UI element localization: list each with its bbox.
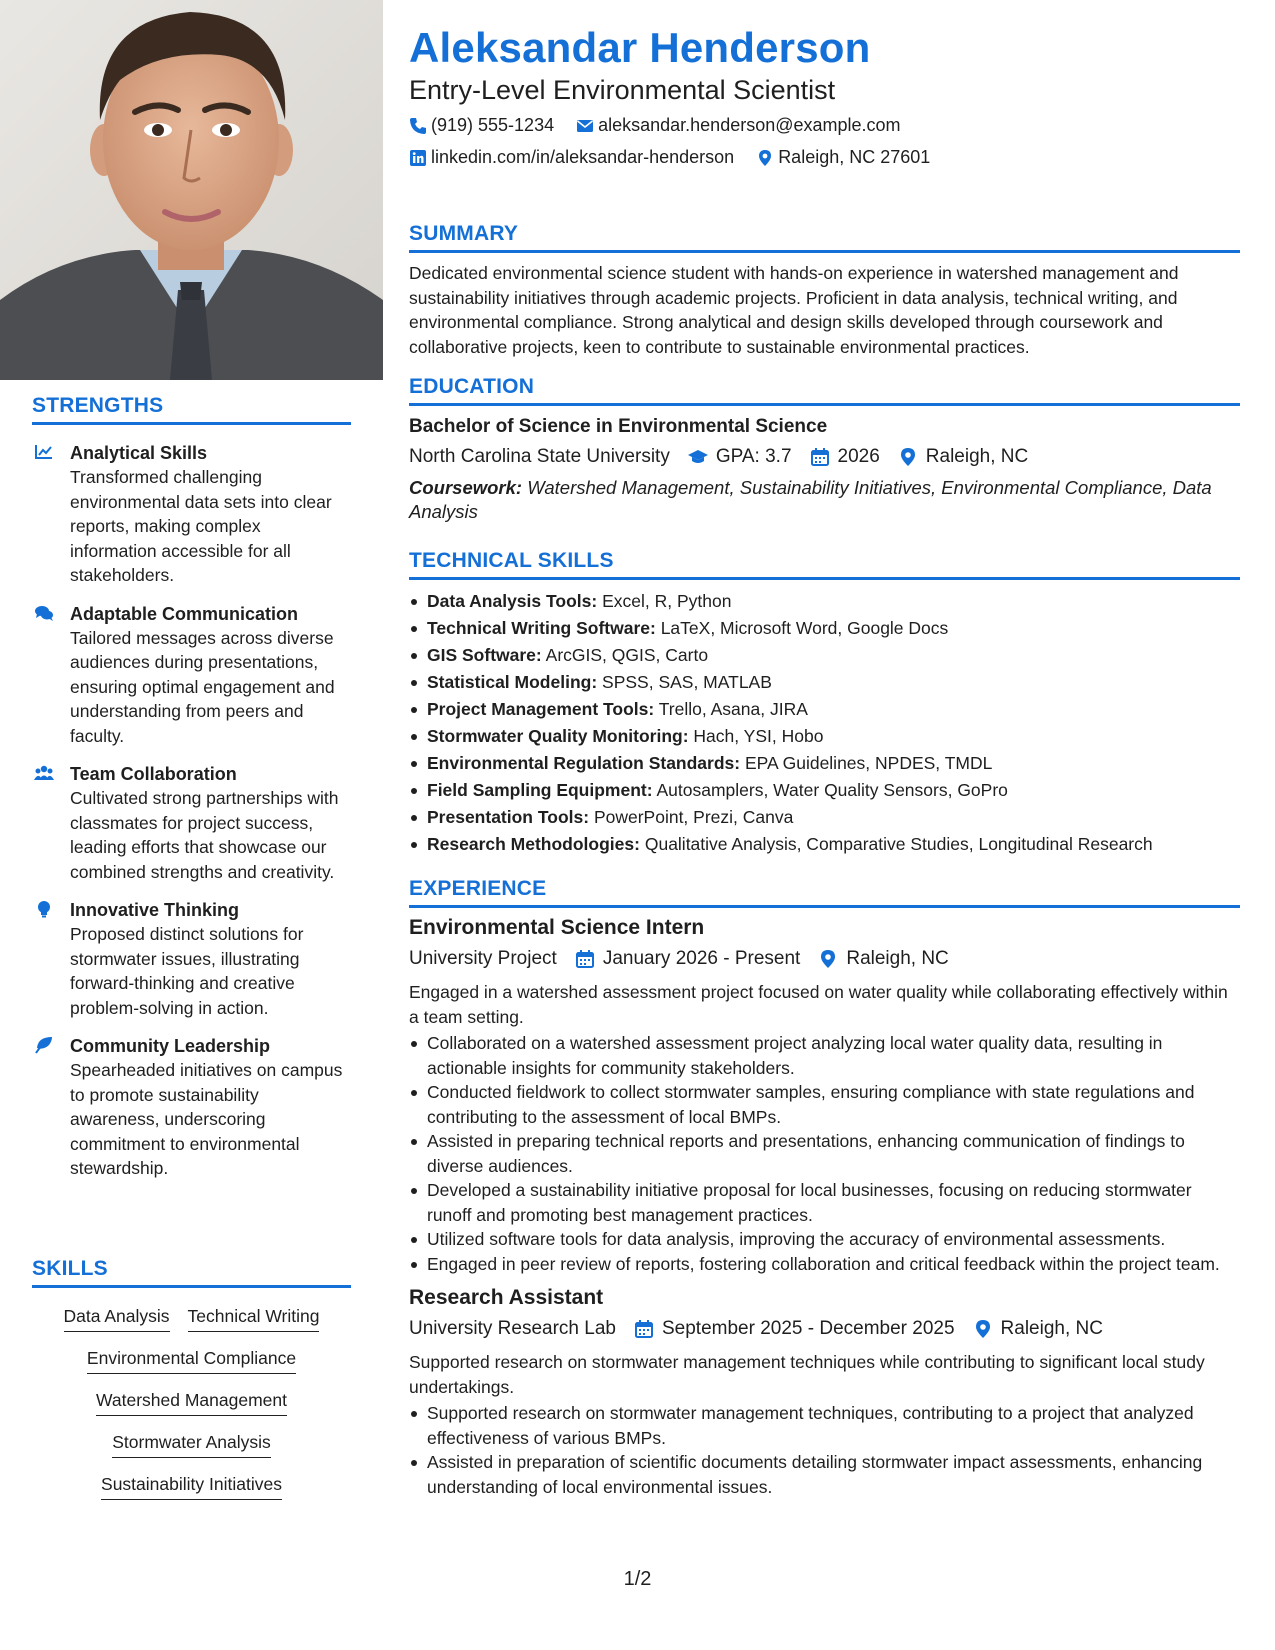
- strength-item: [32, 441, 351, 588]
- job-bullet: Engaged in peer review of reports, fostering collaboration and critical feedback within the project team.: [409, 1252, 1240, 1277]
- tech-skill-category: Data Analysis Tools:: [427, 591, 598, 611]
- chart-line-icon: [32, 442, 56, 462]
- tech-skill-item: [409, 723, 1240, 750]
- tech-skill-value: ArcGIS, QGIS, Carto: [545, 645, 709, 665]
- education-section: [409, 375, 1240, 524]
- tech-skill-item: [409, 804, 1240, 831]
- skill-chip: Watershed Management: [96, 1388, 287, 1416]
- strength-desc: Tailored messages across diverse audiences during presentations, ensuring optimal engagement and understanding from peers and faculty.: [70, 627, 335, 746]
- job-bullets: [409, 1031, 1240, 1276]
- summary-section: [409, 222, 1240, 359]
- job-title: Research Assistant: [409, 1286, 604, 1309]
- tech-skill-item: [409, 669, 1240, 696]
- left-column: [0, 0, 383, 1650]
- job-entry: [409, 916, 1240, 1276]
- tech-skill-item: [409, 642, 1240, 669]
- map-pin-icon: [756, 149, 774, 167]
- calendar-icon: [634, 1319, 654, 1339]
- job-summary: Engaged in a watershed assessment project focused on water quality while collaborating effectively within a team setting.: [409, 982, 1228, 1027]
- email-text: aleksandar.henderson@example.com: [598, 115, 901, 135]
- tech-skill-value: Excel, R, Python: [602, 591, 732, 611]
- tech-skill-category: Project Management Tools:: [427, 699, 655, 719]
- job-org: [409, 946, 557, 972]
- candidate-name: Aleksandar Henderson: [409, 24, 871, 71]
- tech-skill-value: Autosamplers, Water Quality Sensors, GoPro: [656, 780, 1008, 800]
- job-summary: Supported research on stormwater management techniques while contributing to significant local study undertakings.: [409, 1352, 1205, 1397]
- lightbulb-icon: [32, 899, 56, 919]
- skill-chip: Stormwater Analysis: [112, 1430, 271, 1458]
- tech-skill-value: Hach, YSI, Hobo: [693, 726, 824, 746]
- contact-row-2: [409, 147, 952, 168]
- calendar-icon: [575, 949, 595, 969]
- strength-item: [32, 602, 351, 749]
- strength-title: Team Collaboration: [70, 764, 237, 784]
- calendar-icon: [810, 447, 830, 467]
- school-name: [409, 444, 670, 470]
- summary-text: Dedicated environmental science student with hands-on experience in watershed management and sustainability initiatives through academic projects. Proficient in data analysis, technical writing, and environmental compliance. Strong analytical and design skills developed through coursework and collaborative projects, keen to contribute to sustainable environmental practices.: [409, 263, 1179, 357]
- strengths-heading: STRENGTHS: [32, 394, 351, 425]
- job-location-text: Raleigh, NC: [1000, 1318, 1103, 1339]
- strengths-section: [32, 394, 351, 1181]
- tech-skill-value: LaTeX, Microsoft Word, Google Docs: [660, 618, 949, 638]
- job-bullets: [409, 1401, 1240, 1499]
- contact-row-1: [409, 115, 923, 136]
- technical-skills-section: [409, 549, 1240, 858]
- job-meta: [409, 946, 1240, 972]
- coursework-label: Coursework:: [409, 477, 523, 498]
- education-meta: [409, 444, 1240, 470]
- strength-desc: Transformed challenging environmental data sets into clear reports, making complex information accessible for all stakeholders.: [70, 467, 332, 585]
- leaf-icon: [32, 1035, 56, 1055]
- map-pin-icon: [898, 447, 918, 467]
- skills-heading: SKILLS: [32, 1257, 351, 1288]
- tech-skill-item: [409, 831, 1240, 858]
- job-meta: [409, 1316, 1240, 1342]
- strength-desc: Cultivated strong partnerships with classmates for project success, leading efforts that showcase our combined strengths and creativity.: [70, 788, 339, 882]
- job-bullet: Assisted in preparation of scientific documents detailing stormwater impact assessments, enhancing understanding of local environmental issues.: [409, 1450, 1240, 1499]
- phone-contact[interactable]: [409, 115, 554, 136]
- job-bullet: Conducted fieldwork to collect stormwater samples, ensuring compliance with state regulations and contributing to the assessment of local BMPs.: [409, 1080, 1240, 1129]
- gpa: [688, 444, 792, 470]
- job-org-text: University Research Lab: [409, 1318, 616, 1339]
- job-bullet: Developed a sustainability initiative proposal for local businesses, focusing on reducing stormwater runoff and promoting best management practices.: [409, 1178, 1240, 1227]
- comments-icon: [32, 603, 56, 623]
- phone-text: (919) 555-1234: [431, 115, 555, 135]
- job-bullet: Supported research on stormwater management techniques, contributing to a project that analyzed effectiveness of various BMPs.: [409, 1401, 1240, 1450]
- skills-list: [32, 1304, 351, 1500]
- tech-skill-category: Environmental Regulation Standards:: [427, 753, 741, 773]
- profile-photo: [0, 0, 383, 380]
- technical-skills-list: [409, 588, 1240, 858]
- tech-skill-item: [409, 777, 1240, 804]
- graduation-cap-icon: [688, 447, 708, 467]
- tech-skill-category: Research Methodologies:: [427, 834, 640, 854]
- job-dates: [634, 1316, 955, 1342]
- email-contact[interactable]: [576, 115, 900, 136]
- gpa-text: GPA: 3.7: [715, 446, 792, 467]
- location-contact: [756, 147, 930, 168]
- envelope-icon: [576, 117, 594, 135]
- strength-item: [32, 1034, 351, 1181]
- page-number: 1/2: [623, 1568, 652, 1590]
- school-text: North Carolina State University: [409, 446, 670, 467]
- job-bullet: Collaborated on a watershed assessment project analyzing local water quality data, resulting in actionable insights for community stakeholders.: [409, 1031, 1240, 1080]
- skill-chip: Technical Writing: [188, 1304, 320, 1332]
- candidate-title: Entry-Level Environmental Scientist: [409, 75, 836, 105]
- job-org-text: University Project: [409, 948, 557, 969]
- strength-item: [32, 898, 351, 1020]
- strength-title: Innovative Thinking: [70, 900, 240, 920]
- tech-skill-category: GIS Software:: [427, 645, 542, 665]
- strength-title: Analytical Skills: [70, 443, 208, 463]
- tech-skill-item: [409, 696, 1240, 723]
- strength-desc: Proposed distinct solutions for stormwater issues, illustrating forward-thinking and creative problem-solving in action.: [70, 924, 304, 1018]
- tech-skill-item: [409, 615, 1240, 642]
- job-bullet: Assisted in preparing technical reports and presentations, enhancing communication of findings to diverse audiences.: [409, 1129, 1240, 1178]
- education-heading: EDUCATION: [409, 375, 1240, 406]
- education-location: [898, 444, 1028, 470]
- experience-heading: EXPERIENCE: [409, 877, 1240, 908]
- tech-skill-value: Qualitative Analysis, Comparative Studies, Longitudinal Research: [644, 834, 1153, 854]
- tech-skill-item: [409, 750, 1240, 777]
- tech-skill-category: Presentation Tools:: [427, 807, 590, 827]
- strength-item: [32, 762, 351, 884]
- job-dates: [575, 946, 801, 972]
- tech-skill-value: EPA Guidelines, NPDES, TMDL: [744, 753, 993, 773]
- strength-title: Community Leadership: [70, 1036, 271, 1056]
- job-bullet: Utilized software tools for data analysis, improving the accuracy of environmental assessments.: [409, 1227, 1240, 1252]
- users-icon: [32, 763, 56, 783]
- skill-chip: Sustainability Initiatives: [101, 1472, 282, 1500]
- tech-skill-category: Technical Writing Software:: [427, 618, 656, 638]
- linkedin-icon: [409, 149, 427, 167]
- strength-desc: Spearheaded initiatives on campus to promote sustainability awareness, underscoring commitment to environmental stewardship.: [70, 1060, 343, 1178]
- summary-heading: SUMMARY: [409, 222, 1240, 253]
- job-org: [409, 1316, 616, 1342]
- linkedin-text: linkedin.com/in/aleksandar-henderson: [431, 147, 735, 167]
- location-text: Raleigh, NC 27601: [778, 147, 931, 167]
- skill-chip: Data Analysis: [64, 1304, 170, 1332]
- tech-skill-value: SPSS, SAS, MATLAB: [602, 672, 772, 692]
- job-location: [973, 1316, 1103, 1342]
- phone-icon: [409, 117, 427, 135]
- technical-skills-heading: TECHNICAL SKILLS: [409, 549, 1240, 580]
- job-dates-text: September 2025 - December 2025: [661, 1318, 955, 1339]
- education-location-text: Raleigh, NC: [925, 446, 1029, 467]
- map-pin-icon: [973, 1319, 993, 1339]
- skill-chip: Environmental Compliance: [87, 1346, 296, 1374]
- skills-section: [32, 1257, 351, 1500]
- job-location: [818, 946, 948, 972]
- tech-skill-category: Statistical Modeling:: [427, 672, 598, 692]
- degree-name: Bachelor of Science in Environmental Science: [409, 416, 828, 437]
- experience-section: [409, 877, 1240, 1499]
- tech-skill-value: PowerPoint, Prezi, Canva: [593, 807, 794, 827]
- job-title: Environmental Science Intern: [409, 916, 705, 939]
- job-entry: [409, 1286, 1240, 1499]
- graduation-year: [810, 444, 880, 470]
- job-location-text: Raleigh, NC: [846, 948, 949, 969]
- tech-skill-value: Trello, Asana, JIRA: [658, 699, 808, 719]
- strength-title: Adaptable Communication: [70, 603, 299, 624]
- tech-skill-item: [409, 588, 1240, 615]
- coursework-text: Watershed Management, Sustainability Initiatives, Environmental Compliance, Data Analysis: [409, 477, 1212, 522]
- map-pin-icon: [818, 949, 838, 969]
- coursework: [409, 476, 1240, 524]
- job-dates-text: January 2026 - Present: [602, 948, 801, 969]
- tech-skill-category: Stormwater Quality Monitoring:: [427, 726, 689, 746]
- tech-skill-category: Field Sampling Equipment:: [427, 780, 653, 800]
- linkedin-contact[interactable]: [409, 147, 734, 168]
- year-text: 2026: [837, 446, 880, 467]
